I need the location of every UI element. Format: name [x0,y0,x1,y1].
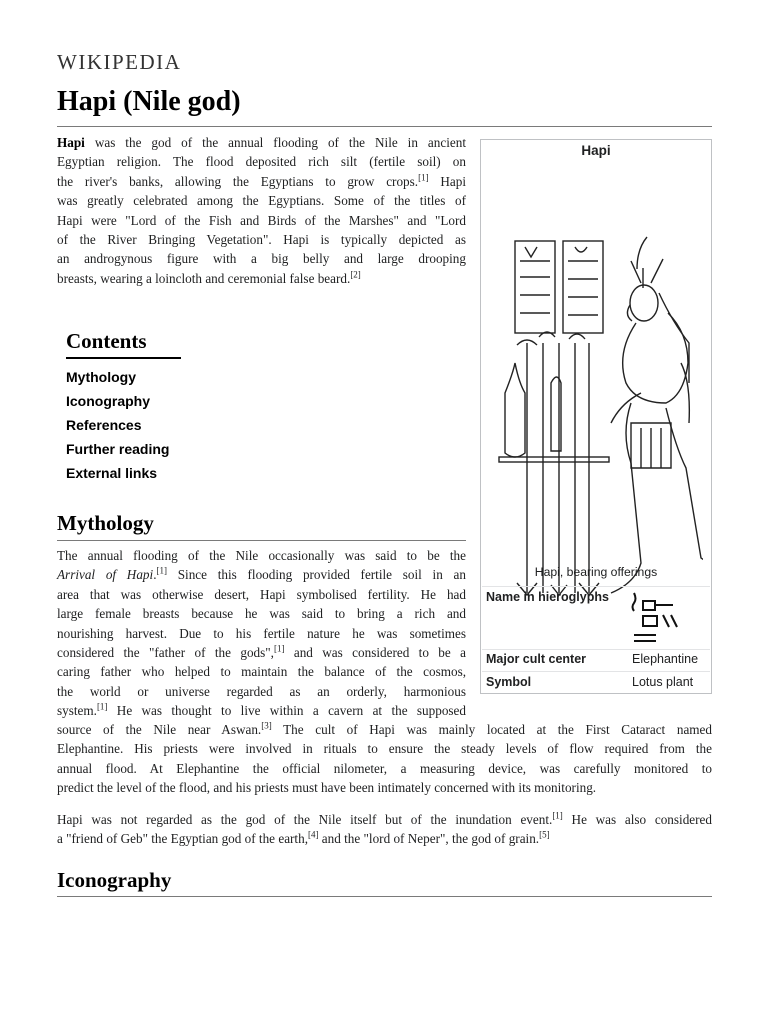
infobox-divider [482,671,710,672]
infobox-title: Hapi [581,143,611,158]
intro-line-3b: Hapi [428,173,466,189]
page-title: Hapi (Nile god) [57,86,241,117]
myth-line: nourishing harvest. Due to his fertile nature he was sometimes [57,625,466,641]
citation-link[interactable]: [1] [156,566,167,577]
citation-link[interactable]: [2] [350,269,361,280]
myth-text: and was considered to be a [284,645,466,661]
intro-line-8: breasts, wearing a loincloth and ceremonial false beard. [57,270,351,286]
wikipedia-wordmark[interactable]: WIKIPEDIA [57,50,182,74]
intro-line-5: Hapi were "Lord of the Fish and Birds of the Marshes" and "Lord [57,212,466,228]
infobox-label-cult-center: Major cult center [486,652,587,666]
mythology-paragraph-2 [57,810,712,849]
myth-text: Since this flooding provided fertile soil in an [166,567,466,583]
myth-line: area that was otherwise desert, Hapi symbolised fertility. He had [57,586,466,602]
myth-text: The cult of Hapi was mainly located at the First Cataract named [271,722,712,737]
toc-item-further-reading[interactable]: Further reading [66,441,170,457]
myth-text: . [153,567,157,583]
mythology-paragraph-1-cont [57,720,712,798]
toc-item-iconography[interactable]: Iconography [66,393,151,409]
myth-line: large female breasts because he was said to bring a rich and [57,606,466,622]
infobox-label-symbol: Symbol [486,675,532,689]
infobox [480,139,712,694]
toc-item-references[interactable]: References [66,417,142,433]
myth-line: the world or universe regarded as an orderly, harmonious [57,683,466,699]
myth-text: source of the Nile near Aswan. [57,722,262,737]
italic-term: Arrival of Hapi [57,567,154,583]
myth-text: and the "lord of Neper", the god of grain. [318,831,540,847]
myth-line: predict the level of the flood, and his priests must have been intimately concerned with its monitoring. [57,780,597,796]
myth-line: Elephantine. His priests were involved in rituals to ensure the steady levels of flow required from the [57,741,712,757]
infobox-label-hieroglyphs: Name in hieroglyphs [486,590,609,604]
myth-line: The annual flooding of the Nile occasionally was said to be the [57,548,466,563]
myth-text: considered the "father of the gods", [57,645,274,661]
myth-line: annual flood. At Elephantine the official nilometer, a measuring device, was carefully monitored to [57,760,712,776]
section-heading-mythology: Mythology [57,511,154,535]
mythology-paragraph-1 [57,546,466,721]
toc-item-external-links[interactable]: External links [66,465,158,481]
section-divider [57,540,466,541]
intro-bold-term: Hapi [57,135,85,150]
myth-line: caring father who helped to maintain the balance of the cosmos, [57,664,466,680]
myth-text: He was also considered [562,812,712,827]
intro-line-6: of the River Bringing Vegetation". Hapi is typically depicted as [57,232,466,248]
myth-text: system. [57,703,97,719]
infobox-divider [482,586,710,587]
title-divider [57,126,712,127]
section-heading-iconography: Iconography [57,868,172,892]
intro-paragraph [57,133,466,288]
infobox-value-symbol[interactable]: Lotus plant [632,675,694,689]
citation-link[interactable]: [1] [418,172,429,183]
citation-link[interactable]: [4] [308,830,319,841]
citation-link[interactable]: [1] [552,810,563,821]
intro-line-3: the river's banks, allowing the Egyptians to grow crops. [57,173,419,189]
table-of-contents [66,329,181,482]
intro-line-1: was the god of the annual flooding of the Nile in ancient [84,135,466,150]
myth-text: Hapi was not regarded as the god of the Nile itself but of the inundation event. [57,812,553,827]
infobox-caption: Hapi, bearing offerings [534,565,658,579]
myth-text: a "friend of Geb" the Egyptian god of the earth, [57,831,308,847]
hieroglyph-name-icon [629,589,689,647]
toc-title: Contents [66,329,181,359]
citation-link[interactable]: [3] [261,720,272,731]
section-divider [57,896,712,897]
citation-link[interactable]: [5] [539,830,550,841]
toc-item-mythology[interactable]: Mythology [66,369,136,385]
infobox-value-cult-center[interactable]: Elephantine [632,652,699,666]
intro-line-4: was greatly celebrated among the Egyptians. Some of the titles of [57,193,466,209]
myth-text: He was thought to live within a cavern at the supposed [107,703,466,719]
intro-line-7: an androgynous figure with a big belly and large drooping [57,251,466,267]
intro-line-2: Egyptian religion. The flood deposited rich silt (fertile soil) on [57,154,466,170]
citation-link[interactable]: [1] [273,643,285,654]
citation-link[interactable]: [1] [96,701,108,712]
infobox-divider [482,649,710,650]
